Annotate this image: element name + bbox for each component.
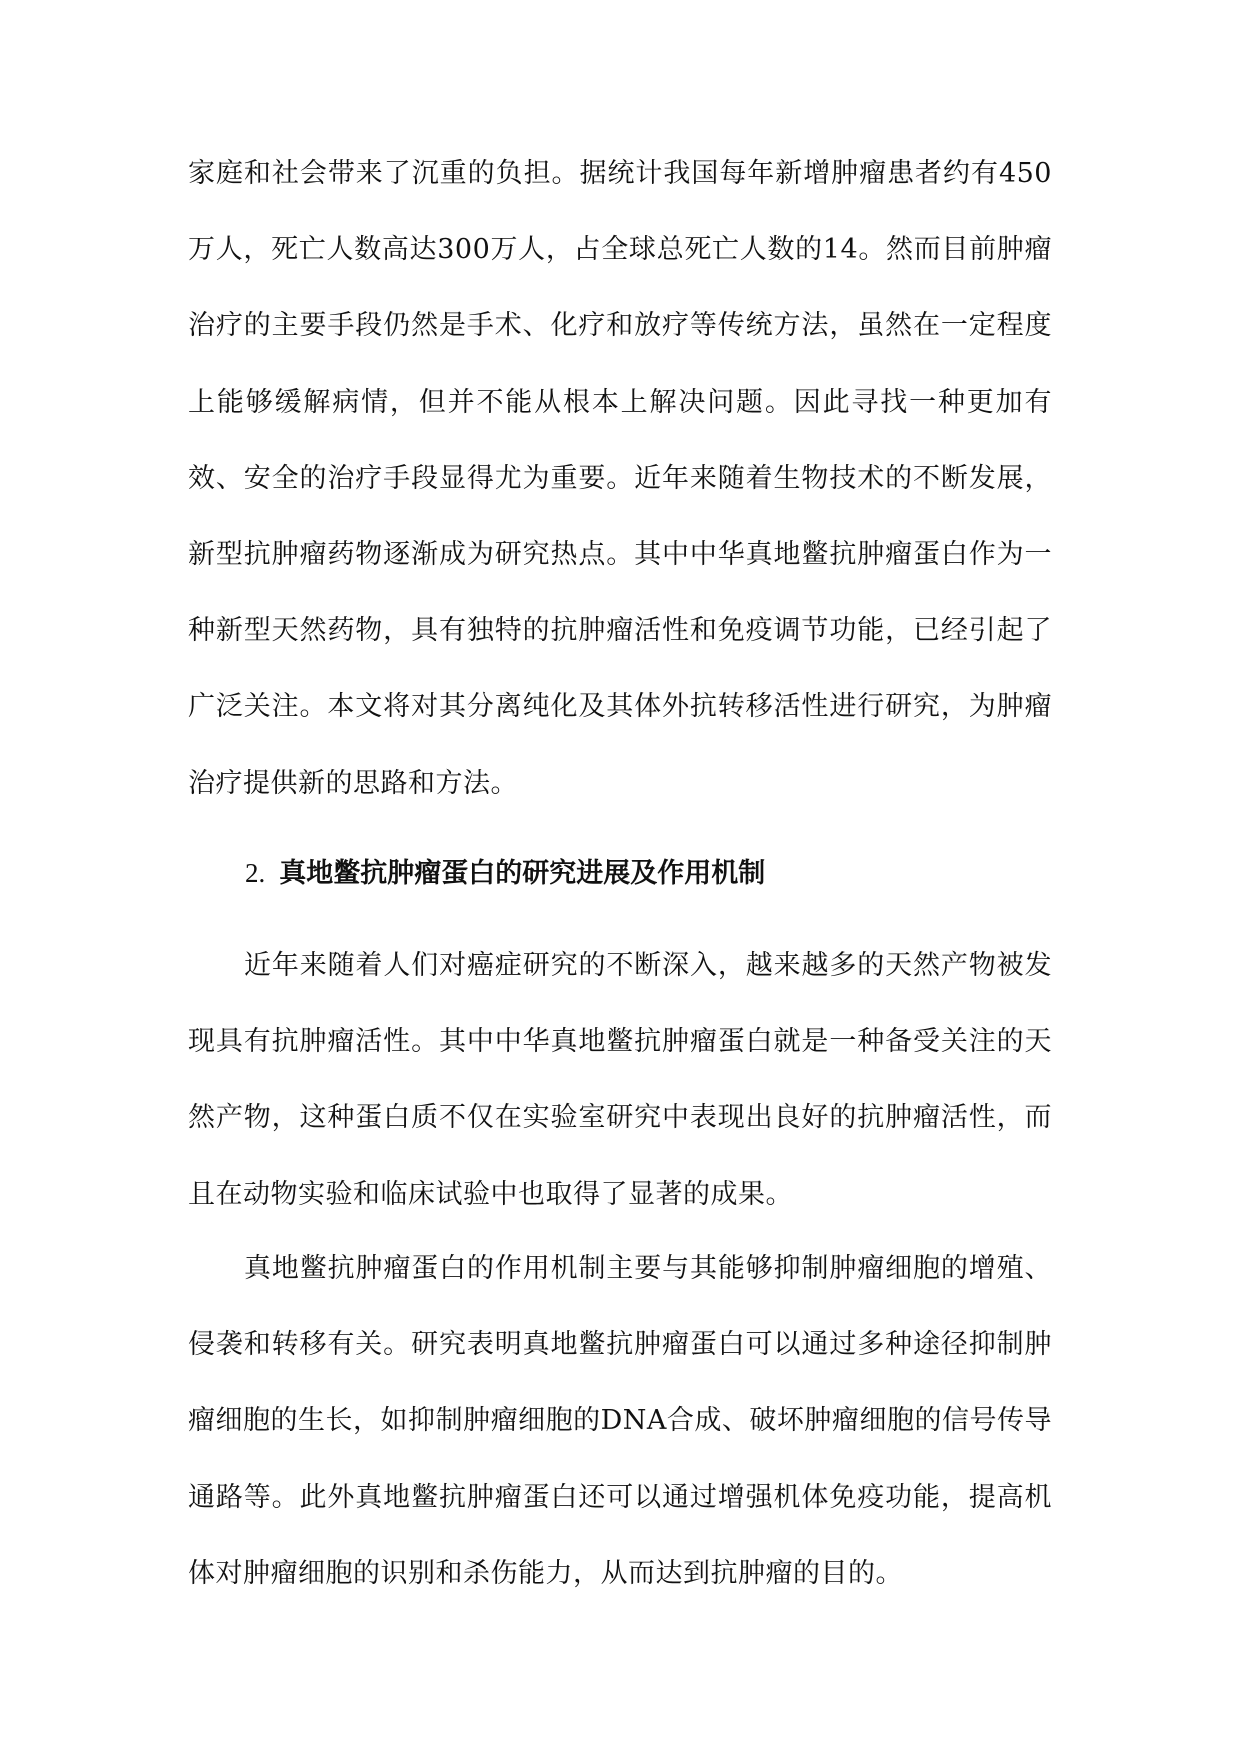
paragraph-intro-continued: 家庭和社会带来了沉重的负担。据统计我国每年新增肿瘤患者约有450万人，死亡人数高达300万人，占全球总死亡人数的14。然而目前肿瘤治疗的主要手段仍然是手术、化疗和放疗等传统方法，虽然在一定程度上能够缓解病情，但并不能从根本上解决问题。因此寻找一种更加有效、安全的治疗手段显得尤为重要。近年来随着生物技术的不断发展，新型抗肿瘤药物逐渐成为研究热点。其中中华真地鳖抗肿瘤蛋白作为一种新型天然药物，具有独特的抗肿瘤活性和免疫调节功能，已经引起了广泛关注。本文将对其分离纯化及其体外抗转移活性进行研究，为肿瘤治疗提供新的思路和方法。	[188, 158, 1052, 799]
paragraph-research-progress: 近年来随着人们对癌症研究的不断深入，越来越多的天然产物被发现具有抗肿瘤活性。其中中华真地鳖抗肿瘤蛋白就是一种备受关注的天然产物，这种蛋白质不仅在实验室研究中表现出良好的抗肿瘤活性，而且在动物实验和临床试验中也取得了显著的成果。	[188, 950, 1052, 1210]
section-number: 2.	[245, 858, 266, 888]
paragraph-mechanism: 真地鳖抗肿瘤蛋白的作用机制主要与其能够抑制肿瘤细胞的增殖、侵袭和转移有关。研究表明真地鳖抗肿瘤蛋白可以通过多种途径抑制肿瘤细胞的生长，如抑制肿瘤细胞的DNA合成、破坏肿瘤细胞的信号传导通路等。此外真地鳖抗肿瘤蛋白还可以通过增强机体免疫功能，提高机体对肿瘤细胞的识别和杀伤能力，从而达到抗肿瘤的目的。	[188, 1253, 1052, 1589]
section-heading	[245, 853, 1065, 894]
section-title: 真地鳖抗肿瘤蛋白的研究进展及作用机制	[279, 858, 766, 889]
